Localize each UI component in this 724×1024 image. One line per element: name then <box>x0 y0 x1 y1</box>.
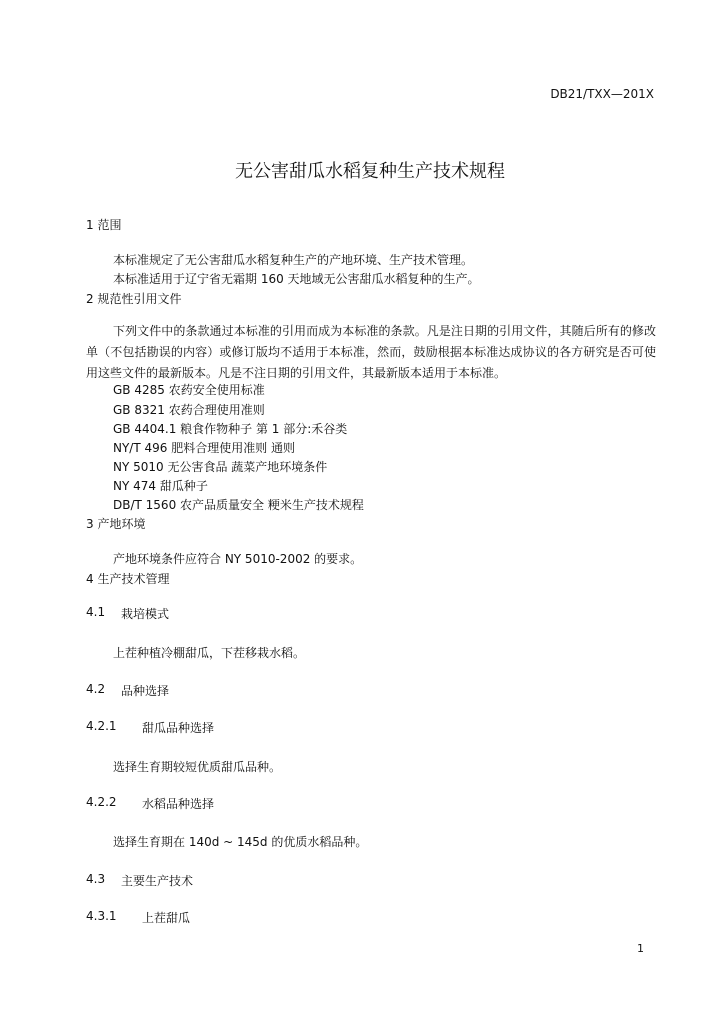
subsection-number: 4.3 <box>86 872 106 886</box>
reference-item: DB/T 1560 农产品质量安全 粳米生产技术规程 <box>113 498 364 512</box>
subsection-title-cultivation-mode: 栽培模式 <box>121 607 170 621</box>
reference-item: NY/T 496 肥料合理使用准则 通则 <box>113 441 296 455</box>
subsection-title-variety-selection: 品种选择 <box>121 684 170 698</box>
scope-paragraph-1: 本标准规定了无公害甜瓜水稻复种生产的产地环境、生产技术管理。 <box>113 253 474 267</box>
subsection-title-melon-variety: 甜瓜品种选择 <box>142 721 215 735</box>
section-heading-scope: 1 范围 <box>86 218 122 232</box>
subsection-title-main-techniques: 主要生产技术 <box>121 874 194 888</box>
rice-variety-paragraph: 选择生育期在 140d ~ 145d 的优质水稻品种。 <box>113 835 368 849</box>
reference-item: NY 5010 无公害食品 蔬菜产地环境条件 <box>113 460 328 474</box>
document-code: DB21/TXX—201X <box>550 87 654 101</box>
melon-variety-paragraph: 选择生育期较短优质甜瓜品种。 <box>113 760 282 774</box>
subsection-number: 4.1 <box>86 605 106 619</box>
subsection-title-rice-variety: 水稻品种选择 <box>142 797 215 811</box>
environment-paragraph: 产地环境条件应符合 NY 5010-2002 的要求。 <box>113 552 363 566</box>
reference-item: GB 4404.1 粮食作物种子 第 1 部分:禾谷类 <box>113 422 348 436</box>
reference-item: NY 474 甜瓜种子 <box>113 479 208 493</box>
reference-item: GB 4285 农药安全使用标准 <box>113 383 265 397</box>
subsection-number: 4.2 <box>86 682 106 696</box>
subsection-number: 4.2.2 <box>86 795 117 809</box>
section-heading-normative-references: 2 规范性引用文件 <box>86 292 182 306</box>
subsection-number: 4.2.1 <box>86 719 117 733</box>
cultivation-mode-paragraph: 上茬种植冷棚甜瓜，下茬移栽水稻。 <box>113 646 306 660</box>
references-intro-paragraph: 下列文件中的条款通过本标准的引用而成为本标准的条款。凡是注日期的引用文件，其随后所有的修改单（不包括勘误的内容）或修订版均不适用于本标准，然而，鼓励根据本标准达成协议的各方研究是否可使用这些文件的最新版本。凡是不注日期的引用文件，其最新版本适用于本标准。 <box>86 324 656 380</box>
page-title: 无公害甜瓜水稻复种生产技术规程 <box>235 161 505 182</box>
reference-item: GB 8321 农药合理使用准则 <box>113 403 265 417</box>
subsection-title-upper-crop-melon: 上茬甜瓜 <box>142 911 191 925</box>
subsection-number: 4.3.1 <box>86 909 117 923</box>
section-heading-environment: 3 产地环境 <box>86 517 146 531</box>
scope-paragraph-2: 本标准适用于辽宁省无霜期 160 天地域无公害甜瓜水稻复种的生产。 <box>113 272 480 286</box>
page-number: 1 <box>637 942 644 955</box>
section-heading-production-management: 4 生产技术管理 <box>86 572 170 586</box>
